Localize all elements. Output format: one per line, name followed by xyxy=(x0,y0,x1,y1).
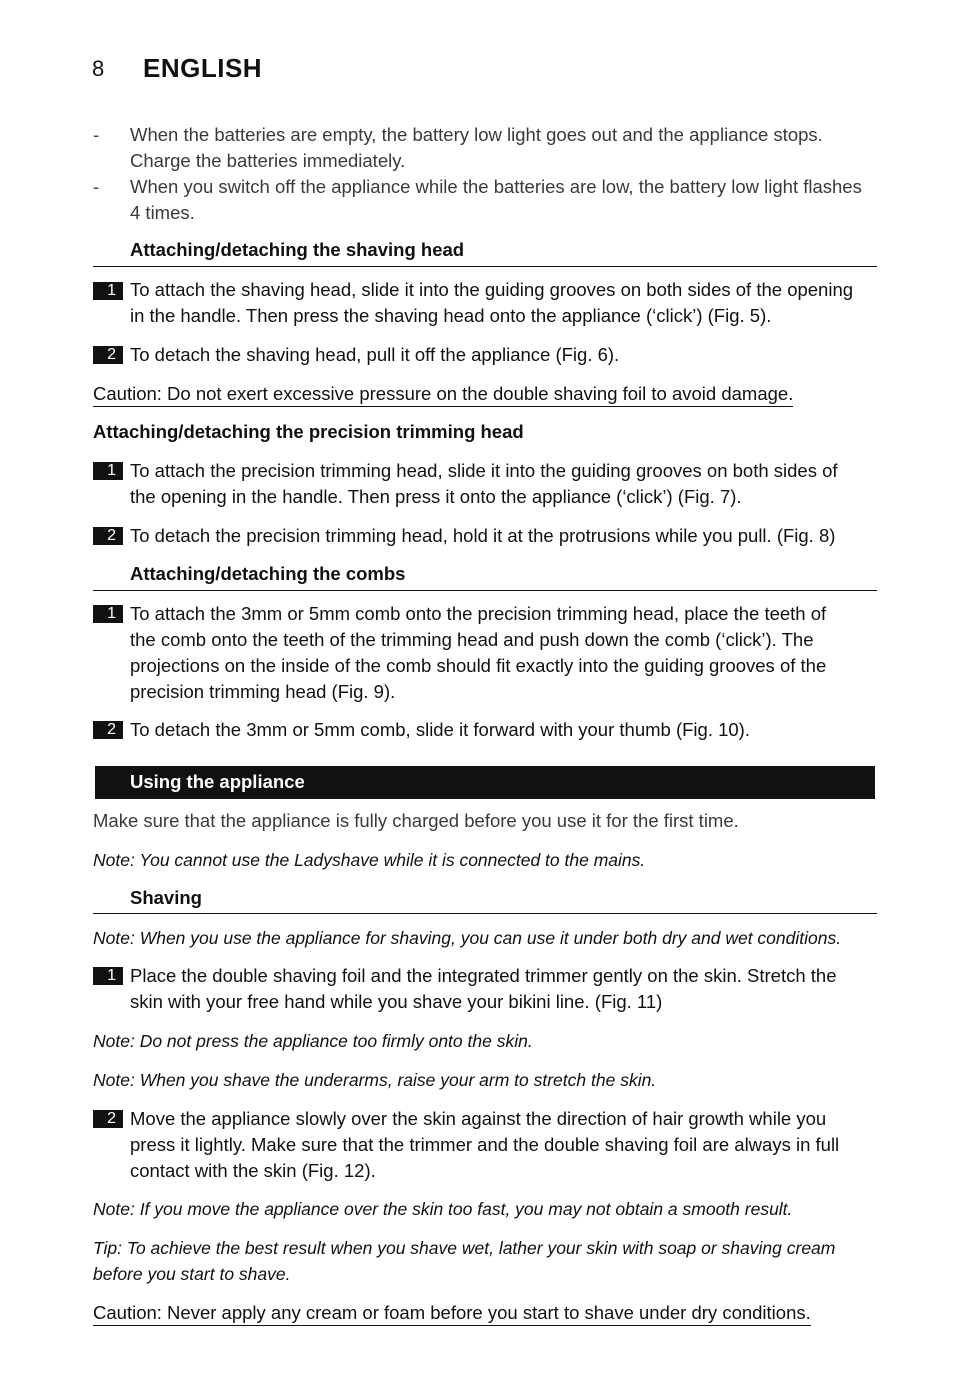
note-text: Note: When you shave the underarms, raise your arm to stretch the skin. xyxy=(93,1070,657,1090)
step-number: 2 xyxy=(93,1110,123,1128)
step-line: To attach the 3mm or 5mm comb onto the precision trimming head, place the teeth of xyxy=(130,603,827,624)
caution-text: Caution: Do not exert excessive pressure on the double shaving foil to avoid damage. xyxy=(93,383,793,407)
step-text xyxy=(130,523,875,549)
step-number: 2 xyxy=(93,527,123,545)
step-line: in the handle. Then press the shaving head onto the appliance (‘click’) (Fig. 5). xyxy=(130,305,772,326)
step-line: the comb onto the teeth of the trimming head and push down the comb (‘click’). The xyxy=(130,629,814,650)
step-line: contact with the skin (Fig. 12). xyxy=(130,1160,376,1181)
step-line: the opening in the handle. Then press it onto the appliance (‘click’) (Fig. 7). xyxy=(130,486,742,507)
section-rule xyxy=(93,913,877,914)
step-number: 2 xyxy=(93,721,123,739)
step-number: 1 xyxy=(93,282,123,300)
step-text xyxy=(130,717,875,743)
step-line: To attach the precision trimming head, slide it into the guiding grooves on both sides of xyxy=(130,460,838,481)
step-line: projections on the inside of the comb should fit exactly into the guiding grooves of the xyxy=(130,655,827,676)
step-text xyxy=(130,458,875,510)
step-line: skin with your free hand while you shave your bikini line. (Fig. 11) xyxy=(130,991,663,1012)
page-number: 8 xyxy=(92,56,105,81)
step-number: 1 xyxy=(93,462,123,480)
section-heading-shaving-head: Attaching/detaching the shaving head xyxy=(130,239,465,260)
note-text: Note: You cannot use the Ladyshave while it is connected to the mains. xyxy=(93,850,646,870)
note-text: Note: If you move the appliance over the skin too fast, you may not obtain a smooth result. xyxy=(93,1199,793,1219)
language-heading: ENGLISH xyxy=(143,53,263,83)
step-line: Place the double shaving foil and the integrated trimmer gently on the skin. Stretch the xyxy=(130,965,837,986)
step-line: To detach the 3mm or 5mm comb, slide it forward with your thumb (Fig. 10). xyxy=(130,719,750,740)
bullet-text-line: When the batteries are empty, the battery low light goes out and the appliance stops. xyxy=(130,124,823,145)
banner-title: Using the appliance xyxy=(130,771,305,792)
section-heading-combs: Attaching/detaching the combs xyxy=(130,563,406,584)
step-text xyxy=(130,601,875,705)
step-line: To detach the shaving head, pull it off the appliance (Fig. 6). xyxy=(130,344,620,365)
step-number: 1 xyxy=(93,605,123,623)
bullet-text-line: Charge the batteries immediately. xyxy=(130,150,406,171)
step-line: To detach the precision trimming head, hold it at the protrusions while you pull. (Fig. 8) xyxy=(130,525,836,546)
section-rule xyxy=(93,590,877,591)
step-line: Move the appliance slowly over the skin against the direction of hair growth while you xyxy=(130,1108,827,1129)
using-intro-text: Make sure that the appliance is fully charged before you use it for the first time. xyxy=(93,810,739,831)
step-number: 2 xyxy=(93,346,123,364)
step-text xyxy=(130,963,875,1015)
tip-text-line: Tip: To achieve the best result when you shave wet, lather your skin with soap or shaving cream xyxy=(93,1238,836,1258)
section-heading-shaving: Shaving xyxy=(130,887,202,908)
bullet-text-line: 4 times. xyxy=(130,202,195,223)
note-text: Note: Do not press the appliance too firmly onto the skin. xyxy=(93,1031,533,1051)
bullet-dash: - xyxy=(93,124,100,145)
tip-text-line: before you start to shave. xyxy=(93,1264,291,1284)
step-text xyxy=(130,1106,875,1184)
step-line: To attach the shaving head, slide it into the guiding grooves on both sides of the opening xyxy=(130,279,854,300)
step-text xyxy=(130,277,875,329)
note-text: Note: When you use the appliance for shaving, you can use it under both dry and wet conditions. xyxy=(93,928,842,948)
step-number: 1 xyxy=(93,967,123,985)
bullet-text-line: When you switch off the appliance while the batteries are low, the battery low light flashes xyxy=(130,176,862,197)
step-line: press it lightly. Make sure that the trimmer and the double shaving foil are always in full xyxy=(130,1134,840,1155)
section-rule xyxy=(93,266,877,267)
step-line: precision trimming head (Fig. 9). xyxy=(130,681,396,702)
section-banner-using-appliance xyxy=(95,766,875,799)
caution-text: Caution: Never apply any cream or foam before you start to shave under dry conditions. xyxy=(93,1302,811,1326)
bullet-dash: - xyxy=(93,176,100,197)
step-text xyxy=(130,342,875,368)
section-heading-trimming-head: Attaching/detaching the precision trimming head xyxy=(93,421,524,442)
